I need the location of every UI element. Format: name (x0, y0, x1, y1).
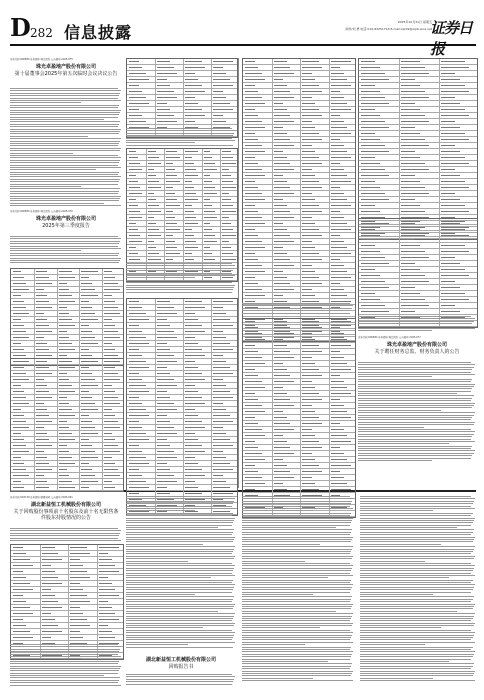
data-table (126, 58, 238, 138)
article-title: 2025年第三季度报告 (42, 223, 90, 229)
body-text-lines (358, 316, 476, 333)
article-repurchase-report (126, 494, 476, 694)
body-text-lines (10, 528, 122, 542)
body-text-lines (242, 303, 354, 315)
quarterly-report-tables-2 (242, 58, 354, 488)
data-table (126, 298, 238, 516)
article-company: 珠光卓盈地产股份有限公司 (35, 64, 96, 70)
data-table (126, 148, 238, 282)
article-title: 关于回购股份事项前十名股东及前十名无限售条件股东持股情况的公告 (13, 509, 119, 521)
body-text-lines (126, 674, 236, 686)
data-table (10, 358, 124, 492)
body-text-lines (360, 496, 476, 682)
body-text-lines (358, 362, 476, 462)
data-table (242, 58, 356, 342)
body-text-lines (126, 496, 236, 649)
article-share-repurchase (10, 494, 122, 694)
body-text-lines (126, 263, 236, 294)
article-code-line: 证券代码:600684 证券简称:珠江股份 公告编号:2025-076 (10, 210, 73, 213)
data-table (10, 544, 124, 660)
section-title: 信息披露 (64, 23, 133, 42)
dateline: 2025年10月31日 星期五 (397, 20, 432, 24)
masthead (10, 13, 476, 58)
article-title: 第十届董事会2025年第五次临时会议决议公告 (14, 71, 118, 77)
article-company: 湖北新益恒工机械股份有限公司 (145, 657, 216, 663)
body-text-lines (10, 88, 122, 208)
quarterly-report-tables-1 (126, 58, 236, 488)
body-text-lines (10, 236, 122, 265)
article-title: 关于聘任财务总监、财务负责人的公告 (374, 349, 460, 355)
article-company: 湖北新益恒工机械股份有限公司 (30, 502, 101, 508)
article-code-line: 证券代码:600684 证券简称:珠江股份 公告编号:2025-077 (358, 336, 421, 339)
article-title: 回购报告书 (168, 664, 194, 670)
article-code-line: 证券代码:600684 证券简称:珠江股份 公告编号:2025-075 (10, 58, 73, 61)
data-table (10, 268, 124, 366)
article-company: 珠光卓盈地产股份有限公司 (386, 342, 447, 348)
section-letter: D (10, 13, 31, 42)
body-text-lines (10, 644, 122, 687)
body-text-lines (242, 496, 354, 682)
data-table (358, 58, 478, 240)
brand-logo: 证券日报 (430, 19, 473, 58)
article-board-resolution (10, 58, 122, 488)
quarterly-report-tables-3 (358, 58, 476, 488)
data-table (358, 218, 478, 328)
data-table (242, 318, 356, 518)
body-text-lines (126, 128, 236, 147)
article-code-line: 证券代码:603139 证券简称:康惠制药 公告编号:2025-061 (10, 496, 73, 499)
article-company: 珠光卓盈地产股份有限公司 (35, 216, 96, 222)
page-number: 282 (30, 26, 53, 40)
contact-line: 制作/刘 勇 电话:010-83251716 E-mail:zqrb9@zqrb.sina.net (345, 27, 432, 31)
